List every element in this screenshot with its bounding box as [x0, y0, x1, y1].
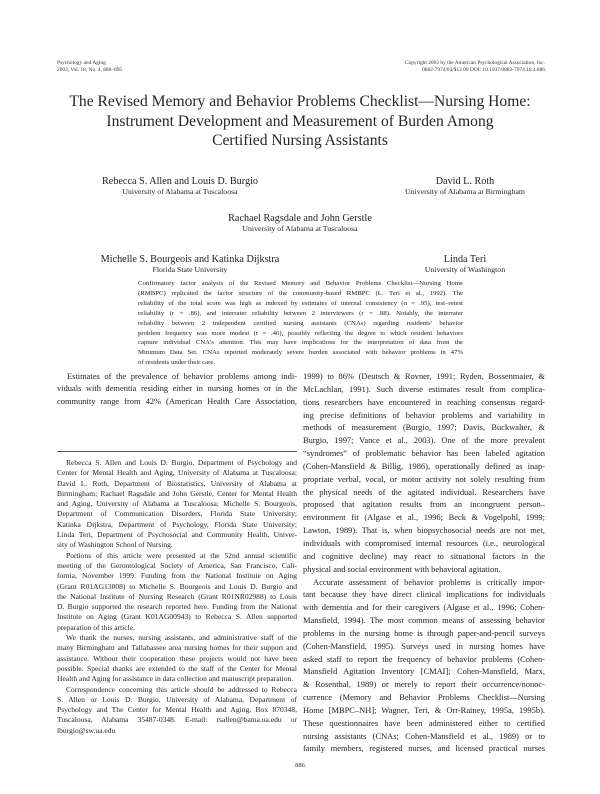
text-line: physical and social environment with behavioral agitation. [303, 563, 501, 574]
text-line: We thank the nurses, nursing assistants, and administrative staff of the [66, 633, 297, 643]
author-affiliation: University of Alabama at Birmingham [405, 187, 525, 196]
author-block [365, 254, 565, 274]
text-line: reliability (r = .86), and interrater reliability between 2 interviewers (r = .88). Notably, the interrater [138, 309, 463, 317]
text-line: reliability between 2 independent certified nursing assistants (CNAs) regarding residents' behavior [138, 319, 463, 327]
author-name: Michelle S. Bourgeois and Katinka Dijkstra [100, 254, 280, 265]
text-line: Mansfield Agitation Inventory [CMAI]; Cohen-Mansfield, Marx, [303, 666, 545, 677]
text-line: of residents under their care. [138, 359, 216, 367]
text-line: Institute on Aging (Grant K01AG00943) to Rebecca S. Allen supported [57, 612, 297, 622]
text-line: Confirmatory factor analysis of the Revised Memory and Behavior Problems Checklist—Nursing Home [138, 280, 463, 287]
text-line: problems in the nursing home is through paper-and-pencil surveys [303, 627, 545, 638]
author-affiliation: University of Alabama at Tuscaloosa [242, 224, 358, 233]
text-line: 1999) to 86% (Deutsch & Rovner, 1991; Ryden, Bossenmaier, & [303, 371, 545, 381]
text-line: viduals with dementia residing either in nursing homes or in the [57, 383, 297, 394]
text-line: the National Institute of Nursing Research (Grant R01NR02988) to Louis [57, 591, 297, 601]
copyright: Copyright 2003 by the American Psychological Association, Inc. [405, 60, 545, 66]
paragraph [303, 576, 545, 756]
paragraph [138, 279, 463, 368]
text-line: “syndromes” of problematic behavior has been labeled agitation [303, 448, 545, 459]
text-line: Tuscaloosa, Alabama 35487-0348. E-mail: rsallen@bama.ua.edu or [57, 715, 297, 725]
text-line: environment fit (Algase et al., 1996; Beck & Vogelpohl, 1999; [303, 512, 545, 523]
text-line: McLachlan, 1991). Such diverse estimates result from complica- [303, 383, 545, 394]
text-line: and Aging, University of Alabama at Tuscaloosa; Michelle S. Bourgeois, [57, 499, 297, 509]
text-line: family members, registered nurses, and licensed practical nurses [303, 743, 545, 754]
text-line: & Rosenthal, 1989) or merely to report their occurrence/nonoc- [303, 679, 545, 690]
body-column-right [303, 370, 545, 755]
text-line: (Grant R01AG13008) to Michelle S. Bourgeois and Louis D. Burgio and [57, 581, 297, 591]
author-note [57, 458, 297, 736]
text-line: proposed that agitation results from an incongruent person– [303, 499, 545, 510]
text-line: with dementia and for their caregivers (Algase et al., 1996; Cohen- [303, 602, 545, 613]
page-number: 886 [295, 762, 305, 769]
text-line: and cognitive decline) may react to situational factors in the [303, 550, 545, 561]
text-line: capture individual CNA's attention. This may have implications for the interpretation of data from the [138, 339, 463, 347]
text-line: many Birmingham and Tallahassee area nursing homes for their support and [57, 643, 297, 653]
text-line: (RMBPC) replicated the factor structure of the community-based RMBPC (L. Teri et al., 1992). The [138, 289, 463, 297]
text-line: fornia, November 1999. Funding from the National Institute on Aging [57, 571, 297, 581]
text-line: problem frequency was more modest (r = .46), possibly reflecting the degree to which resident behaviors [138, 329, 463, 337]
text-line: Mansfield, 1994). The most common means of assessing behavior [303, 615, 545, 626]
author-affiliation: University of Alabama at Tuscaloosa [122, 187, 238, 196]
text-line: Portions of this article were presented at the 52nd annual scientific [66, 550, 297, 560]
text-line: assistance. Without their cooperation these projects would not have been [57, 653, 297, 663]
title-line: Certified Nursing Assistants [212, 132, 388, 150]
text-line: Linda Teri, Department of Psychosocial and Community Health, Univer- [57, 530, 297, 540]
text-line: Estimates of the prevalence of behavior problems among indi- [67, 371, 297, 381]
text-line: D. Burgio supported the research reported here. Funding from the National [57, 602, 297, 612]
author-affiliation: Florida State University [152, 265, 228, 274]
paragraph [57, 370, 297, 407]
text-line: These questionnaires have been administered either to certified [303, 717, 545, 728]
text-line: Correspondence concerning this article should be addressed to Rebecca [66, 684, 297, 694]
paragraph [57, 458, 297, 551]
text-line: community range from 42% (American Health Care Association, [57, 395, 297, 406]
text-line: Birmingham; Rachael Ragsdale and John Gerstle, Center for Mental Health [57, 488, 297, 498]
journal-volume: 2003, Vol. 18, No. 4, 886–895 [57, 66, 123, 73]
text-line: asked staff to report the frequency of behavior problems (Cohen- [303, 653, 545, 664]
text-line: lburgio@sw.ua.edu [57, 725, 116, 735]
text-line: currence (Memory and Behavior Problems Checklist—Nursing [303, 692, 545, 703]
author-name: David L. Roth [435, 176, 495, 187]
text-line: Rebecca S. Allen and Louis D. Burgio, Department of Psychology and [66, 458, 297, 467]
text-line: the physical needs of the agitated individual. Researchers have [303, 486, 545, 497]
paragraph [57, 633, 297, 684]
paragraph [57, 551, 297, 633]
text-line: Lawton, 1989). That is, when biopsychosocial needs are not met, [303, 525, 545, 536]
abstract [138, 279, 463, 368]
author-block [70, 254, 310, 274]
author-block [60, 176, 300, 196]
doi: 0882-7974/03/$12.00 DOI: 10.1037/0882-7974.18.4.886 [422, 66, 545, 73]
footnote-divider [57, 451, 297, 452]
text-line: preparation of this article. [57, 622, 135, 632]
text-line: ing precise definitions of behavior problems and variability in [303, 409, 545, 420]
text-line: Psychology and The Center for Mental Health and Aging, Box 870348, [57, 705, 297, 715]
text-line: S. Allen or Louis D. Burgio, University of Alabama, Department of [57, 694, 297, 704]
journal-info [57, 60, 122, 73]
text-line: Katinka Dijkstra, Department of Psychology, Florida State University; [57, 519, 297, 529]
author-block [180, 213, 420, 233]
text-line: meeting of the Gerontological Society of America, San Francisco, Cali- [57, 560, 297, 570]
paragraph [57, 685, 297, 736]
author-name: Rachael Ragsdale and John Gerstle [228, 213, 372, 224]
body-column-left [57, 370, 297, 407]
text-line: Department of Communication Disorders, Florida State University; [57, 509, 297, 519]
text-line: Minimum Data Set. CNAs reported moderately severe burden associated with behavior problems in 47% [138, 349, 463, 357]
author-affiliation: University of Washington [424, 265, 506, 274]
title-line: The Revised Memory and Behavior Problems Checklist—Nursing Home: [69, 93, 531, 110]
text-line: individuals with compromised internal resources (i.e., neurological [303, 537, 545, 548]
text-line: Burgio, 1997; Vance et al., 2003). One of the more prevalent [303, 435, 545, 446]
text-line: Accurate assessment of behavior problems is critically impor- [313, 576, 545, 587]
author-name: Linda Teri [443, 254, 487, 265]
text-line: Health and Aging for assistance in data collection and manuscript preparation. [57, 674, 294, 684]
text-line: (Cohen-Mansfield, 1995). Surveys used in nursing homes have [303, 640, 545, 651]
text-line: tions researchers have encountered in reaching consensus regard- [303, 396, 545, 407]
paper-title [40, 92, 560, 151]
copyright-info [405, 60, 545, 73]
text-line: methods of measurement (Burgio, 1997; Davis, Buckwalter, & [303, 422, 545, 433]
author-name: Rebecca S. Allen and Louis D. Burgio [102, 176, 258, 187]
text-line: possible. Special thanks are extended to the staff of the Center for Mental [57, 663, 297, 673]
paragraph [303, 370, 545, 576]
author-block [345, 176, 585, 196]
journal-name: Psychology and Aging [57, 60, 106, 66]
title-line: Instrument Development and Measurement of Burden Among [106, 112, 494, 130]
text-line: tant because they have direct clinical implications for individuals [303, 589, 545, 600]
text-line: David L. Roth, Department of Biostatistics, University of Alabama at [57, 478, 297, 488]
text-line: Center for Mental Health and Aging, University of Alabama at Tuscaloosa; [57, 468, 297, 478]
text-line: (Cohen-Mansfield & Billig, 1986), operationally defined as inap- [303, 460, 545, 471]
text-line: reliability of the total score was high as indexed by estimates of internal consistency (α = .95), test–retest [138, 299, 463, 307]
text-line: Home [MBPC–NH]; Wagner, Teri, & Orr-Rainey, 1995a, 1995b). [303, 704, 545, 715]
text-line: sity of Washington School of Nursing. [57, 540, 173, 550]
text-line: nursing assistants (CNAs; Cohen-Mansfield et al., 1989) or to [303, 730, 545, 741]
text-line: propriate verbal, vocal, or motor activity not solely resulting from [303, 473, 545, 484]
